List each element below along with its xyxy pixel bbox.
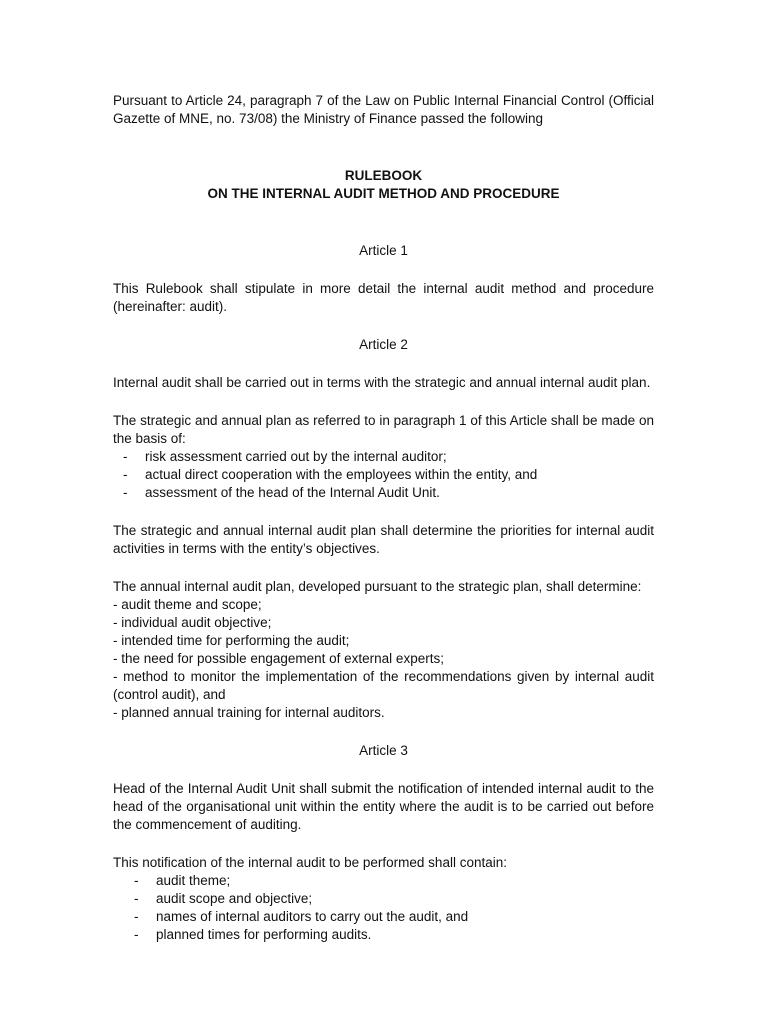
dash-marker: - xyxy=(134,927,139,942)
list-item: - individual audit objective; xyxy=(113,615,272,630)
intro-paragraph: Pursuant to Article 24, paragraph 7 of the Law on Public Internal Financial Control (Official Gazette of MNE, no. 73/08) the Ministry of Finance passed the following xyxy=(113,93,654,126)
dash-marker: - xyxy=(123,485,128,500)
list-item-text: audit scope and objective; xyxy=(156,891,313,906)
list-item-text: actual direct cooperation with the employees within the entity, and xyxy=(145,467,538,482)
list-item-text: names of internal auditors to carry out the audit, and xyxy=(156,909,469,924)
article-2-annual-plan-list xyxy=(113,596,654,722)
dash-marker: - xyxy=(134,891,139,906)
list-item xyxy=(113,890,654,908)
list-item-text: assessment of the head of the Internal Audit Unit. xyxy=(145,485,440,500)
article-3-heading: Article 3 xyxy=(359,743,408,758)
list-item-text: audit theme; xyxy=(156,873,231,888)
article-2-paragraph-2: The strategic and annual plan as referred to in paragraph 1 of this Article shall be made on the basis of: xyxy=(113,413,654,446)
article-2-paragraph-1: Internal audit shall be carried out in terms with the strategic and annual internal audit plan. xyxy=(113,375,651,390)
article-2-paragraph-4: The annual internal audit plan, developed pursuant to the strategic plan, shall determine: xyxy=(113,579,642,594)
document-page xyxy=(113,92,654,964)
dash-marker: - xyxy=(134,873,139,888)
list-item: - intended time for performing the audit; xyxy=(113,633,350,648)
list-item xyxy=(113,448,654,466)
article-3-notification-list xyxy=(113,872,654,944)
article-1-paragraph-1: This Rulebook shall stipulate in more detail the internal audit method and procedure (hereinafter: audit). xyxy=(113,281,654,314)
list-item: - method to monitor the implementation of the recommendations given by internal audit (control audit), and xyxy=(113,669,654,702)
list-item xyxy=(113,484,654,502)
list-item: - planned annual training for internal auditors. xyxy=(113,705,385,720)
list-item: - the need for possible engagement of external experts; xyxy=(113,651,444,666)
article-2-paragraph-3: The strategic and annual internal audit plan shall determine the priorities for internal audit activities in terms with the entity’s objectives. xyxy=(113,523,654,556)
article-3-paragraph-1: Head of the Internal Audit Unit shall submit the notification of intended internal audit to the head of the organisational unit within the entity where the audit is to be carried out before the commencement of auditing. xyxy=(113,781,654,832)
article-1-heading: Article 1 xyxy=(359,243,408,258)
list-item xyxy=(113,872,654,890)
dash-marker: - xyxy=(123,449,128,464)
article-2-heading: Article 2 xyxy=(359,337,408,352)
document-title xyxy=(113,167,654,203)
article-2-basis-list xyxy=(113,448,654,502)
dash-marker: - xyxy=(123,467,128,482)
title-line-1: RULEBOOK xyxy=(344,168,423,183)
list-item-text: risk assessment carried out by the internal auditor; xyxy=(145,449,447,464)
list-item xyxy=(113,926,654,944)
list-item xyxy=(113,466,654,484)
list-item xyxy=(113,908,654,926)
article-3-paragraph-2: This notification of the internal audit to be performed shall contain: xyxy=(113,855,507,870)
dash-marker: - xyxy=(134,909,139,924)
list-item: - audit theme and scope; xyxy=(113,597,262,612)
title-line-2: ON THE INTERNAL AUDIT METHOD AND PROCEDURE xyxy=(207,186,560,201)
list-item-text: planned times for performing audits. xyxy=(156,927,372,942)
